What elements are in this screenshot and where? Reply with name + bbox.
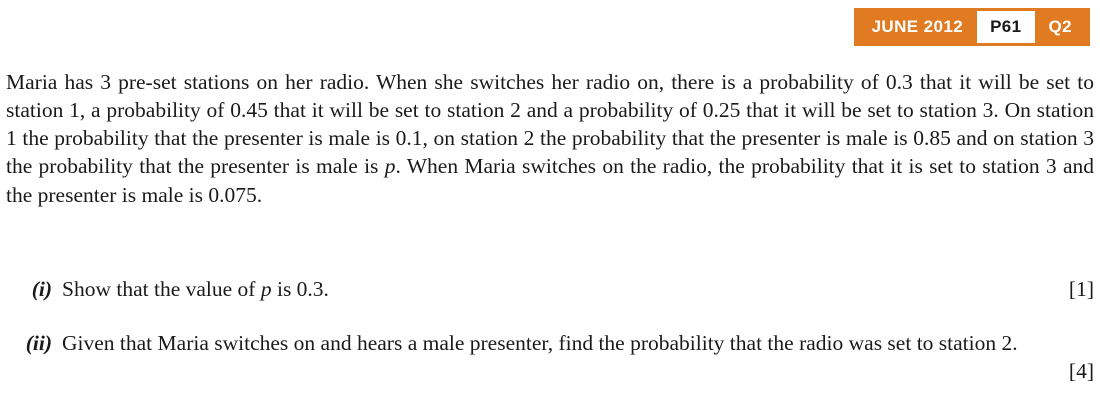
question-stem: Maria has 3 pre-set stations on her radio. When she switches her radio on, there is a probability of 0.3 that it will be set to station 1, a probability of 0.45 that it will be set to station 2 and a probability of 0.25 that it will be set to station 3. On station 1 the probability that the presenter is male is 0.1, on station 2 the probability that the presenter is male is 0.85 and on station 3 the probability that the presenter is male is p. When Maria switches on the radio, the probability that it is set to station 3 and the presenter is male is 0.075. — [6, 70, 1094, 207]
exam-badge — [854, 8, 1090, 46]
question-parts — [6, 276, 1096, 384]
part-text-ii: Given that Maria switches on and hears a male presenter, find the probability that the radio was set to station 2. — [62, 330, 1018, 355]
badge-session: JUNE 2012 — [871, 17, 964, 36]
question-part-i — [6, 276, 1096, 304]
part-label-ii: (ii) — [25, 330, 52, 355]
part-label-i: (i) — [31, 277, 52, 301]
part-marks-ii: [4] — [1068, 358, 1094, 383]
question-part-ii — [6, 330, 1096, 383]
badge-question: Q2 — [1048, 17, 1072, 36]
question-stem-container — [6, 68, 1096, 209]
part-text-i: Show that the value of p is 0.3. — [62, 277, 329, 301]
part-marks-i: [1] — [1068, 277, 1094, 301]
badge-paper: P61 — [977, 11, 1034, 43]
